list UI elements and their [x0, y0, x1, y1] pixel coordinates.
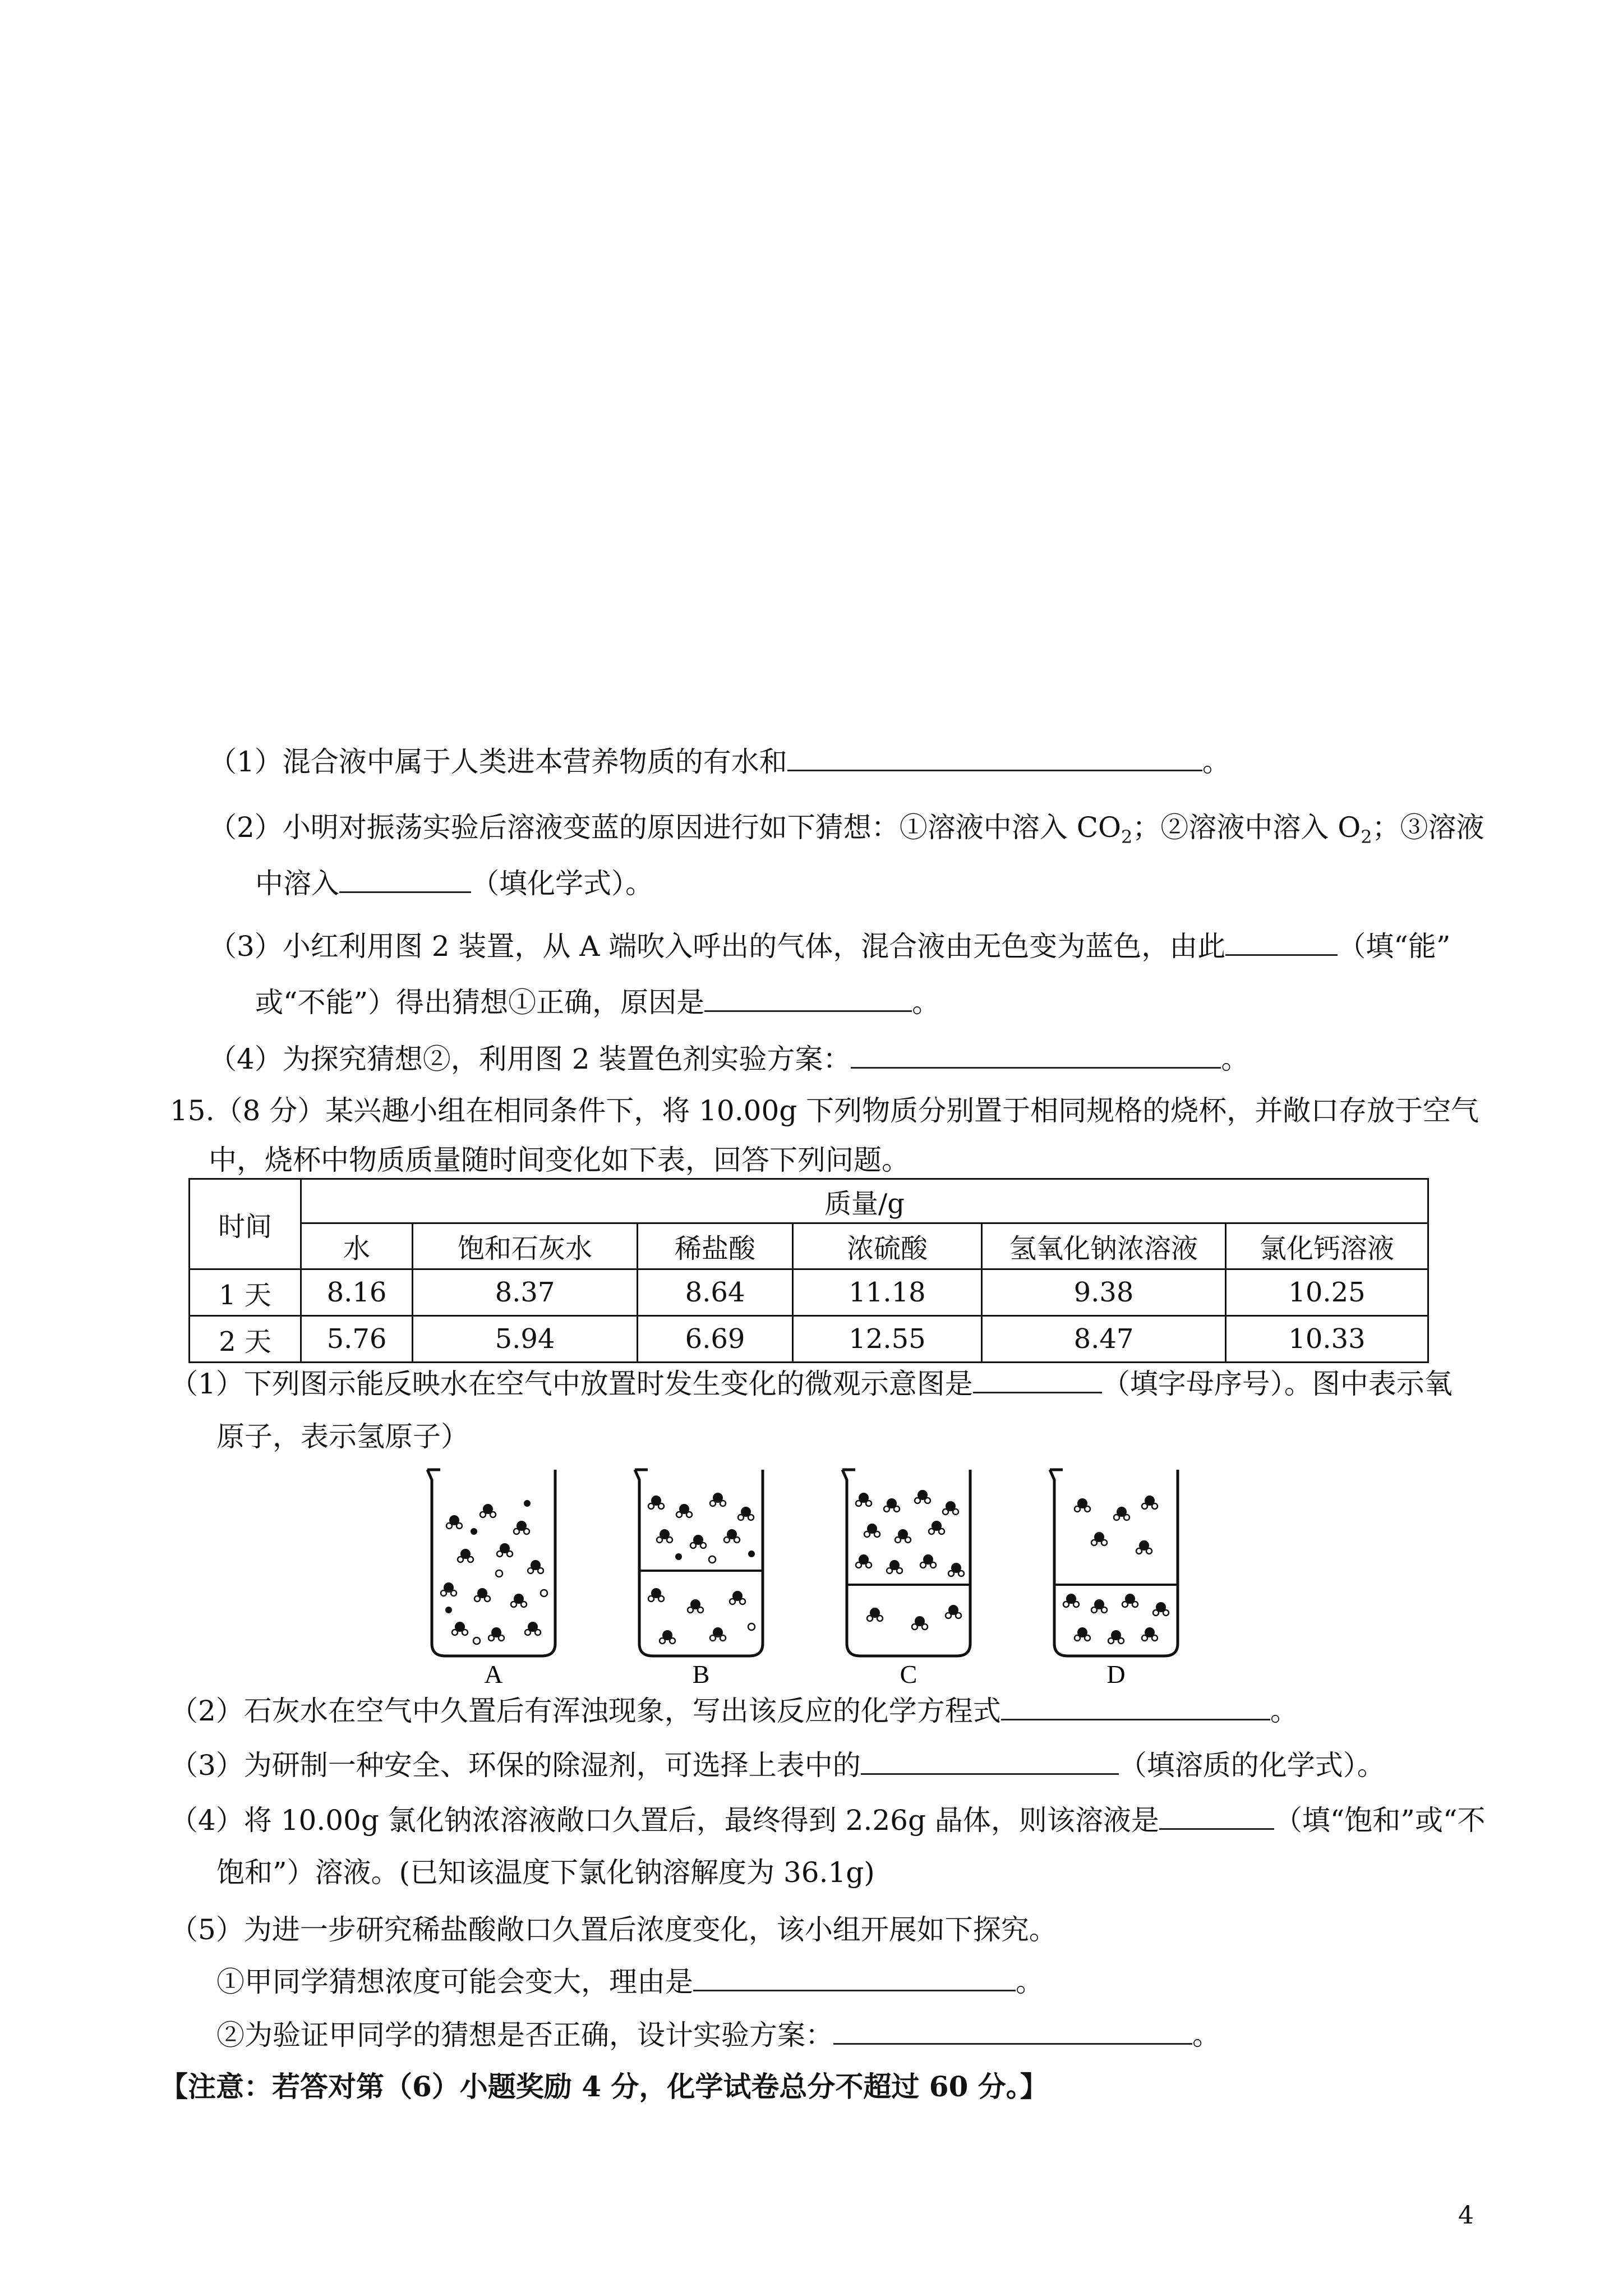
q15-sub1-cont: 原子，表示氢原子）	[216, 1420, 469, 1453]
time-cell: 1 天	[190, 1269, 301, 1316]
bonus-note: 【注意：若答对第（6）小题奖励 4 分，化学试卷总分不超过 60 分。】	[160, 2070, 1048, 2103]
value-cell: 10.25	[1226, 1269, 1428, 1316]
q15-intro-cont: 中，烧杯中物质质量随时间变化如下表，回答下列问题。	[209, 1144, 910, 1176]
q15-intro: 15.（8 分）某兴趣小组在相同条件下，将 10.00g 下列物质分别置于相同规格的烧杯，并敞口存放于空气	[170, 1094, 1479, 1127]
beaker-d	[1050, 1470, 1178, 1656]
table-header-row	[190, 1179, 1428, 1223]
figure-label-d: D	[1106, 1660, 1126, 1688]
value-cell: 10.33	[1226, 1316, 1428, 1363]
time-cell: 2 天	[190, 1316, 301, 1363]
answer-blank[interactable]	[1225, 932, 1338, 956]
value-cell: 5.94	[413, 1316, 638, 1363]
mass-header: 质量/g	[301, 1179, 1428, 1223]
answer-blank[interactable]	[1001, 1696, 1270, 1720]
beaker-c	[842, 1470, 970, 1656]
q15-sub2: （2）石灰水在空气中久置后有浑浊现象，写出该反应的化学方程式 。	[170, 1695, 1298, 1727]
q15-sub5b: ②为验证甲同学的猜想是否正确，设计实验方案： 。	[216, 2019, 1220, 2051]
page-number: 4	[1458, 2201, 1474, 2230]
column-header: 水	[301, 1223, 413, 1269]
value-cell: 8.16	[301, 1269, 413, 1316]
answer-blank[interactable]	[787, 747, 1202, 771]
column-header: 氯化钙溶液	[1226, 1223, 1428, 1269]
figure-label-b: B	[692, 1660, 710, 1688]
q14-part1: （1）混合液中属于人类进本营养物质的有水和 。	[209, 746, 1230, 778]
answer-blank[interactable]	[1159, 1806, 1274, 1830]
figure-label-c: C	[900, 1660, 917, 1688]
beaker-diagram	[415, 1458, 1223, 1688]
table-row	[190, 1316, 1428, 1363]
q14-part2: （2）小明对振荡实验后溶液变蓝的原因进行如下猜想：①溶液中溶入 $CO_2$；②溶液中溶入 $O_2$；③溶液	[209, 811, 1484, 848]
column-header: 氢氧化钠浓溶液	[982, 1223, 1226, 1269]
time-header: 时间	[190, 1179, 301, 1269]
value-cell: 6.69	[638, 1316, 793, 1363]
table-subheader-row	[190, 1223, 1428, 1269]
value-cell: 12.55	[793, 1316, 982, 1363]
answer-blank[interactable]	[833, 2021, 1192, 2045]
q15-sub3: （3）为研制一种安全、环保的除湿剂，可选择上表中的 （填溶质的化学式）。	[170, 1749, 1385, 1782]
q14-part2-cont: 中溶入 （填化学式）。	[255, 867, 653, 900]
value-cell: 8.37	[413, 1269, 638, 1316]
beaker-b	[635, 1470, 763, 1656]
answer-blank[interactable]	[973, 1369, 1102, 1393]
answer-blank[interactable]	[704, 988, 912, 1012]
figure-label-a: A	[484, 1660, 503, 1688]
q15-sub5a: ①甲同学猜想浓度可能会变大，理由是 。	[216, 1966, 1044, 1998]
column-header: 饱和石灰水	[413, 1223, 638, 1269]
answer-blank[interactable]	[861, 1751, 1119, 1775]
mass-table	[188, 1178, 1429, 1363]
q15-sub1: （1）下列图示能反映水在空气中放置时发生变化的微观示意图是 （填字母序号）。图中表示氧	[170, 1368, 1453, 1400]
value-cell: 11.18	[793, 1269, 982, 1316]
q14-part3-cont: 或“不能”）得出猜想①正确，原因是 。	[255, 986, 940, 1019]
value-cell: 5.76	[301, 1316, 413, 1363]
q14-part3: （3）小红利用图 2 装置，从 A 端吹入呼出的气体，混合液由无色变为蓝色，由此 （填“能”	[209, 930, 1451, 963]
column-header: 浓硫酸	[793, 1223, 982, 1269]
q14-part4: （4）为探究猜想②，利用图 2 装置色剂实验方案： 。	[209, 1043, 1249, 1075]
q15-sub4-cont: 饱和”）溶液。(已知该温度下氯化钠溶解度为 36.1g)	[216, 1856, 875, 1889]
q15-sub5: （5）为进一步研究稀盐酸敞口久置后浓度变化，该小组开展如下探究。	[170, 1913, 1057, 1946]
answer-blank[interactable]	[339, 869, 471, 893]
table-row	[190, 1269, 1428, 1316]
value-cell: 8.64	[638, 1269, 793, 1316]
answer-blank[interactable]	[693, 1967, 1016, 1991]
beaker-a	[427, 1470, 555, 1656]
column-header: 稀盐酸	[638, 1223, 793, 1269]
answer-blank[interactable]	[851, 1045, 1221, 1069]
value-cell: 8.47	[982, 1316, 1226, 1363]
value-cell: 9.38	[982, 1269, 1226, 1316]
q15-sub4: （4）将 10.00g 氯化钠浓溶液敞口久置后，最终得到 2.26g 晶体，则该溶液是 （填“饱和”或“不	[170, 1804, 1486, 1837]
